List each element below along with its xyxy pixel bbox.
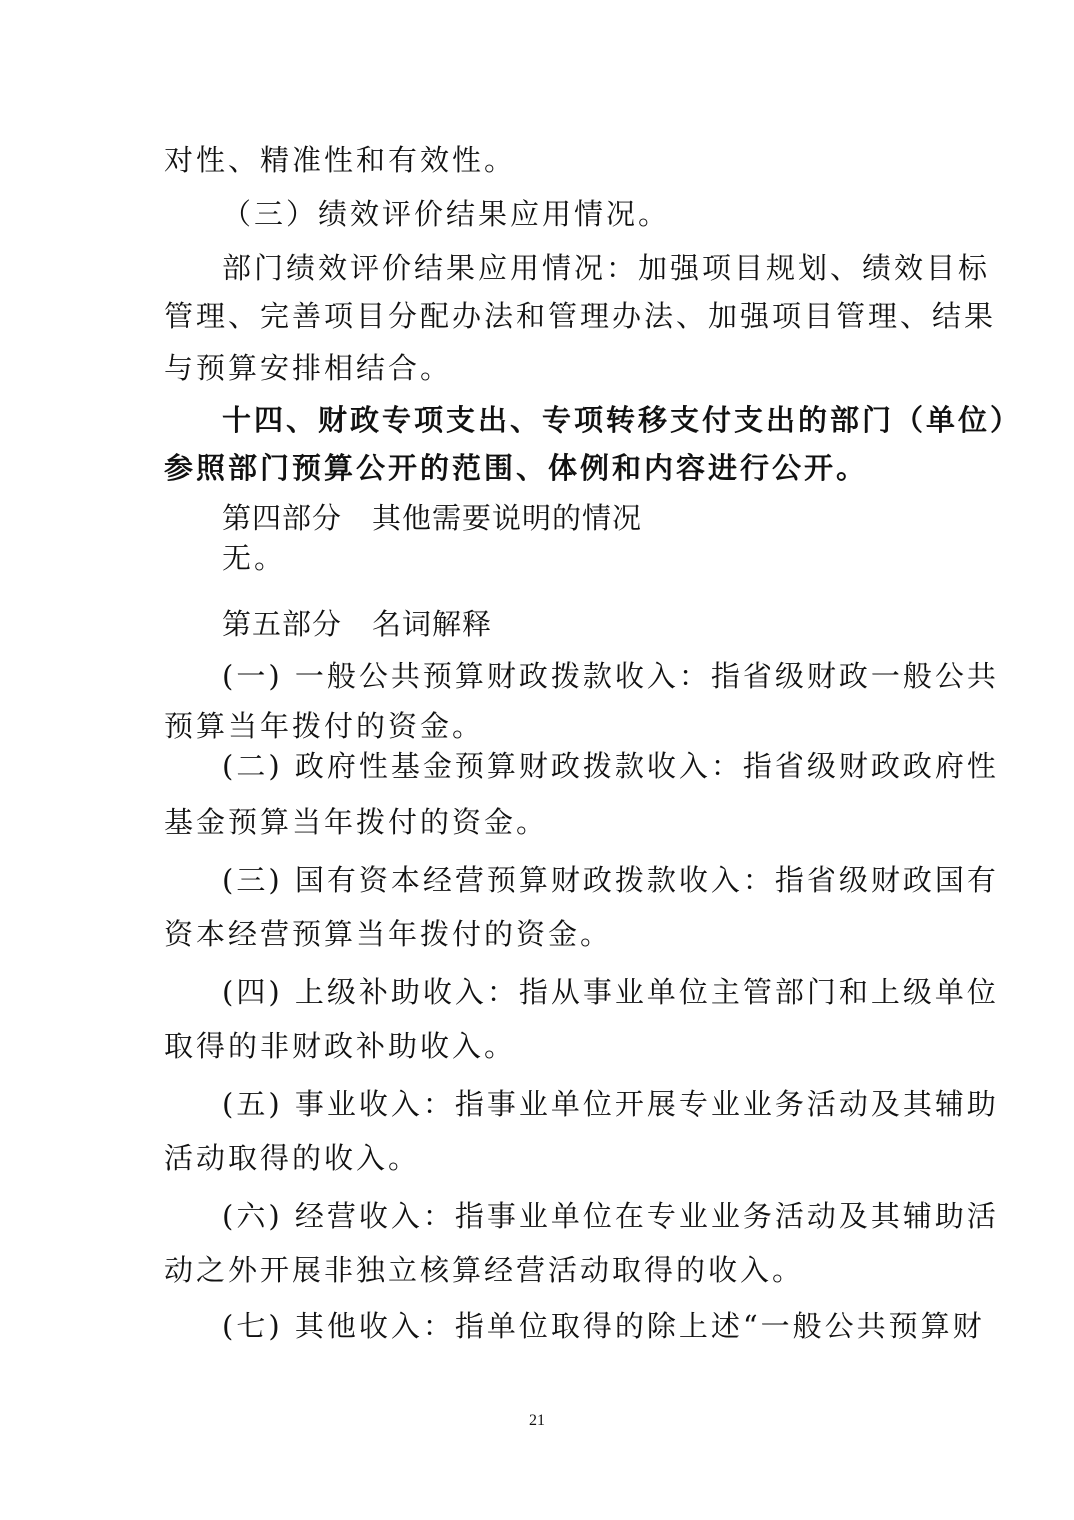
definition-line: (三) 国有资本经营预算财政拨款收入：指省级财政国有	[222, 863, 999, 897]
part-five-heading: 第五部分 名词解释	[222, 607, 493, 641]
definition-line: (四) 上级补助收入：指从事业单位主管部门和上级单位	[222, 975, 999, 1009]
paragraph-line: 无。	[222, 541, 287, 575]
definition-line: 取得的非财政补助收入。	[164, 1029, 517, 1063]
page-number: 21	[529, 1412, 545, 1429]
paragraph-line: 部门绩效评价结果应用情况：加强项目规划、绩效目标	[222, 251, 991, 285]
section-heading: （三）绩效评价结果应用情况。	[222, 197, 671, 231]
definition-line: 动之外开展非独立核算经营活动取得的收入。	[164, 1253, 805, 1287]
paragraph-line: 与预算安排相结合。	[164, 351, 453, 385]
definition-line: (一) 一般公共预算财政拨款收入：指省级财政一般公共	[222, 659, 999, 693]
definition-line: 基金预算当年拨付的资金。	[164, 805, 549, 839]
definition-line: (二) 政府性基金预算财政拨款收入：指省级财政政府性	[222, 749, 999, 783]
part-four-heading: 第四部分 其他需要说明的情况	[222, 501, 643, 535]
bold-heading-line: 参照部门预算公开的范围、体例和内容进行公开。	[164, 451, 869, 485]
paragraph-line: 对性、精准性和有效性。	[164, 143, 517, 177]
bold-heading-line: 十四、财政专项支出、专项转移支付支出的部门（单位）	[222, 403, 1023, 437]
paragraph-line: 管理、完善项目分配办法和管理办法、加强项目管理、结果	[164, 299, 997, 333]
definition-line: 资本经营预算当年拨付的资金。	[164, 917, 613, 951]
definition-line: (六) 经营收入：指事业单位在专业业务活动及其辅助活	[222, 1199, 999, 1233]
definition-line: 预算当年拨付的资金。	[164, 709, 485, 743]
definition-line: 活动取得的收入。	[164, 1141, 421, 1175]
definition-line: (五) 事业收入：指事业单位开展专业业务活动及其辅助	[222, 1087, 999, 1121]
definition-line: (七) 其他收入：指单位取得的除上述“一般公共预算财	[222, 1309, 985, 1343]
